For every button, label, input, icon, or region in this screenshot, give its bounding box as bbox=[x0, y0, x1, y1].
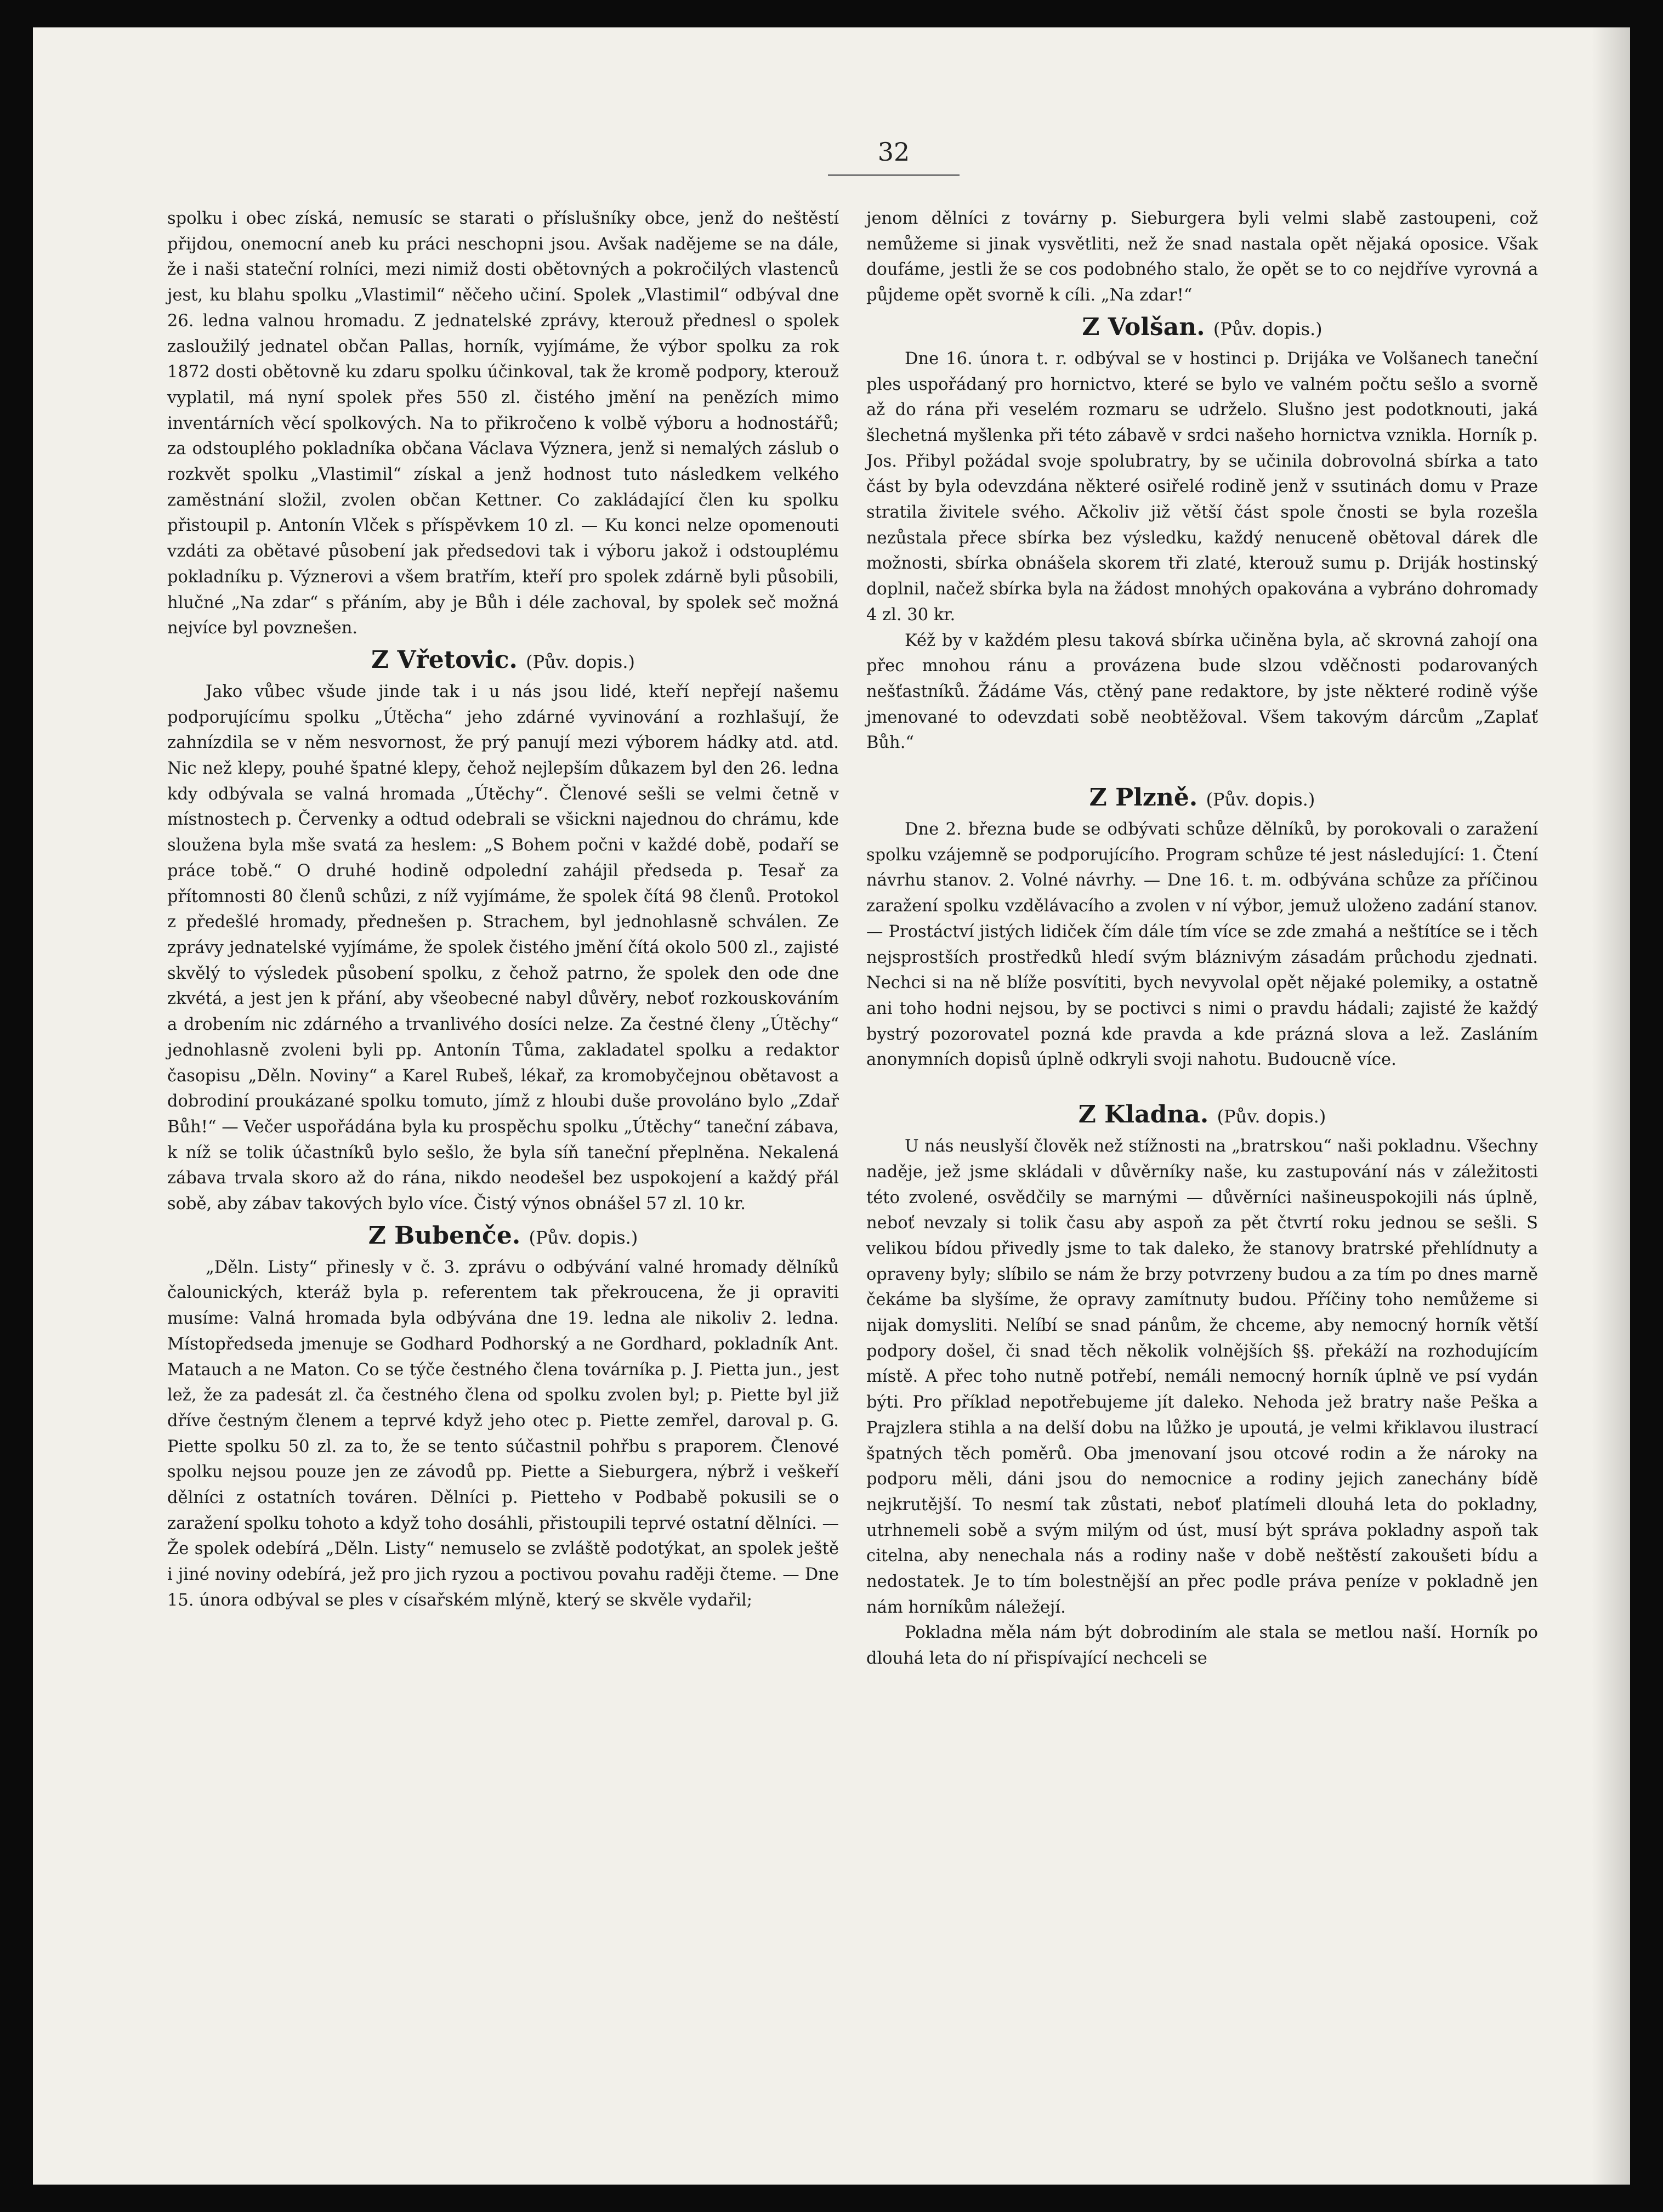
heading-place: Z Vřetovic. bbox=[371, 645, 518, 674]
heading-source: (Pův. dopis.) bbox=[529, 1227, 638, 1248]
heading-place: Z Volšan. bbox=[1082, 313, 1205, 341]
heading-source: (Pův. dopis.) bbox=[1213, 318, 1323, 339]
section-heading-vretovice bbox=[167, 645, 839, 677]
page-number: 32 bbox=[877, 137, 910, 167]
article-paragraph: U nás neuslyší člověk než stížnosti na „bratrskou“ naši pokladnu. Všechny naděje, jež jsme skládali v důvěrníky naše, ku zastupování nás v záležitosti této zvolené, osvědčily se marnými — důvěrníci našineuspokojili nás úplně, neboť nevzaly si tolik času aby aspoň za pět čtvrtí roku jednou se sešli. S velikou bídou přivedly jsme to tak daleko, že stanovy bratrské přehlídnuty a opraveny byly; slíbilo se nám že brzy potvrzeny budou a za tím po dnes marně čekáme ba slyšíme, že opravy zamítnuty budou. Příčiny toho nemůžeme si nijak domysliti. Nelíbí se snad pánům, že chceme, aby nemocný horník větší podpory došel, či snad těch několik volnějších §§. překáží na rozhodujícím místě. A přec toho nutně potřebí, nemáli nemocný horník úplně ve psí vydán býti. Pro příklad nepotřebujeme jít daleko. Nehoda jež bratry naše Peška a Prajzlera stihla a na delší dobu na lůžko je upoutá, je velmi křiklavou ilustrací špatných těch poměrů. Oba jmenovaní jsou otcové rodin a že nároky na podporu měli, dáni jsou do nemocnice a rodiny jejich zanechány bídě nejkrutější. To nesmí tak zůstati, neboť platímeli dlouhá leta do pokladny, utrhnemeli sobě a svým milým od úst, musí být správa pokladny aspoň tak citelna, aby nenechala nás a rodiny naše v době neštěstí zakoušeti bídu a nedostatek. Je to tím bolestnější an přec podle práva peníze v pokladně jen nám horníkům náležejí. bbox=[866, 1137, 1538, 1617]
heading-source: (Pův. dopis.) bbox=[1217, 1106, 1326, 1127]
section-heading-bubenec bbox=[167, 1221, 839, 1253]
article-paragraph: Dne 2. března bude se odbývati schůze dělníků, by porokovali o zaražení spolku vzájemně se podporujícího. Program schůze té jest následující: 1. Čtení návrhu stanov. 2. Volné návrhy. — Dne 16. t. m. odbývána schůze za příčinou zaražení spolku vzdělávacího a zvolen v ní výbor, jemuž uloženo zadání stanov. — Prostáctví jistých lidiček čím dále tím více se zde zmahá a neštítíce se i těch nejsprostších prostředků hledí svým bláznivým zásadám průchodu zjednati. Nechci si na ně blíže posvítiti, bych nevyvolal opět nějaké polemiky, a ostatně ani toho hodni nejsou, by se poctivci s nimi o pravdu hádali; zajisté že každý bystrý pozorovatel pozná kde pravda a kde prázná slova a lež. Zasláním anonymních dopisů úplně odkryli svoji nahotu. Budoucně více. bbox=[866, 820, 1538, 1070]
section-heading-volsan bbox=[866, 312, 1538, 344]
article-paragraph: jenom dělníci z továrny p. Sieburgera byli velmi slabě zastoupeni, což nemůžeme si jinak vysvětliti, než že snad nastala opět nějaká oposice. Však doufáme, jestli že se cos podobného stalo, že opět se to co nejdříve vyrovná a půjdeme opět svorně k cíli. „Na zdar!“ bbox=[866, 209, 1538, 305]
article-paragraph: spolku i obec získá, nemusíc se starati o příslušníky obce, jenž do neštěstí přijdou, onemocní aneb ku práci neschopni jsou. Avšak nadějeme se na dále, že i naši stateční rolníci, mezi nimiž dosti obětovných a pokročilých vlastenců jest, ku blahu spolku „Vlastimil“ něčeho učiní. Spolek „Vlastimil“ odbýval dne 26. ledna valnou hromadu. Z jednatelské zprávy, kterouž přednesl o spolek zasloužilý jednatel občan Pallas, horník, vyjímáme, že výbor spolku za rok 1872 dosti obětovně ku zdaru spolku účinkoval, tak že kromě podpory, kterouž vyplatil, má nyní spolek přes 550 zl. čistého jmění na penězích mimo inventárních věcí spolkových. Na to přikročeno k volbě výboru a hodnostářů; za odstouplého pokladníka občana Václava Význera, jenž si nemalých záslub o rozkvět spolku „Vlastimil“ získal a jenž hodnost tuto následkem velkého zaměstnání složil, zvolen občan Kettner. Co zakládající člen ku spolku přistoupil p. Antonín Vlček s příspěvkem 10 zl. — Ku konci nelze opomenouti vzdáti za obětavé působení jak předsedovi tak i výboru jakož i odstouplému pokladníku p. Význerovi a všem bratřím, kteří pro spolek zdárně byli působili, hlučné „Na zdar“ s přáním, aby je Bůh i déle zachoval, by spolek seč možná nejvíce byl povznešen. bbox=[167, 209, 839, 638]
header-rule bbox=[828, 174, 960, 176]
article-paragraph: Jako vůbec všude jinde tak i u nás jsou lidé, kteří nepřejí našemu podporujícímu spolku „Útěcha“ jeho zdárné vyvinování a rozhlašují, že zahnízdila se v něm nesvornost, že prý panují mezi výborem hádky atd. atd. Nic než klepy, pouhé špatné klepy, čehož nejlepším důkazem byl den 26. ledna kdy odbývala se valná hromada „Útěchy“. Členové sešli se velmi četně v místnostech p. Červenky a odtud odebrali se všickni najednou do chrámu, kde sloužena byla mše svatá za heslem: „S Bohem počni v každé době, podaří se práce tobě.“ O druhé hodině odpolední zahájil předseda p. Tesař za přítomnosti 80 členů schůzi, z níž vyjímáme, že spolek čítá 98 členů. Protokol z předešlé hromady, přednešen p. Strachem, byl jednohlasně schválen. Ze zprávy jednatelské vyjímáme, že spolek čistého jmění čítá okolo 500 zl., zajisté skvělý to výsledek působení spolku, z čehož patrno, že spolek den ode dne zkvétá, a jest jen k přání, aby všeobecné nabyl důvěry, neboť rozkouskováním a drobením nic zdárného a trvanlivého dosíci nelze. Za čestné členy „Útěchy“ jednohlasně zvoleni byli pp. Antonín Tůma, zakladatel spolku a redaktor časopisu „Děln. Noviny“ a Karel Rubeš, lékař, za kromobyčejnou obětavost a dobrodiní proukázané spolku tomuto, jímž z hloubi duše provoláno bylo „Zdař Bůh!“ — Večer uspořádána byla ku prospěchu spolku „Útěchy“ taneční zábava, k níž se tolik účastníků bylo sešlo, že byla síň taneční přeplněna. Nekalená zábava trvala skoro až do rána, nikdo neodešel bez uspokojení a každý přál sobě, aby zábav takových bylo více. Čistý výnos obnášel 57 zl. 10 kr. bbox=[167, 682, 839, 1214]
article-paragraph: „Děln. Listy“ přinesly v č. 3. zprávu o odbývání valné hromady dělníků čalounických, kteráž byla p. referentem tak překroucena, že ji opraviti musíme: Valná hromada byla odbývána dne 19. ledna ale nikoliv 2. ledna. Místopředseda jmenuje se Godhard Podhorský a ne Gordhard, pokladník Ant. Matauch a ne Maton. Co se týče čestného člena továrníka p. J. Pietta jun., jest lež, že za padesát zl. ča čestného člena od spolku zvolen byl; p. Piette byl již dříve čestným členem a teprvé když jeho otec p. Piette zemřel, daroval p. G. Piette spolku 50 zl. za to, že se tento súčastnil pohřbu s praporem. Členové spolku nejsou pouze jen ze závodů pp. Piette a Sieburgera, nýbrž i veškeří dělníci z ostatních továren. Dělníci p. Pietteho v Podbabě pokusili se o zaražení spolku tohoto a když toho dosáhli, přistoupili teprvé ostatní dělníci. — Že spolek odebírá „Děln. Listy“ nemuselo se zvláště podotýkat, an spolek ještě i jiné noviny odebírá, jež pro jich ryzou a poctivou povahu raději čteme. — Dne 15. února odbýval se ples v císařském mlýně, který se skvěle vydařil; bbox=[167, 1257, 839, 1610]
right-column bbox=[866, 206, 1538, 1672]
article-paragraph: Dne 16. února t. r. odbýval se v hostinci p. Drijáka ve Volšanech taneční ples uspořádaný pro hornictvo, které se bylo ve valném počtu sešlo a svorně až do rána při veselém rozmaru se udrželo. Slušno jest podotknouti, jaká šlechetná myšlenka při této zábavě v srdci našeho hornictva vznikla. Horník p. Jos. Přibyl požádal svoje spolubratry, by se učinila dobrovolná sbírka a tato část by byla odevzdána některé osiřelé rodině jenž v ssutinách domu v Praze stratila živitele svého. Ačkoliv již větší část spole čnosti se byla rozešla nezůstala přece sbírka bez výsledku, každý nenuceně obětoval dárek dle možnosti, sbírka obnášela skorem tři zlaté, kterouž sumu p. Driják hostinský doplnil, načež sbírka byla na žádost mnohých opakována a vybráno dohromady 4 zl. 30 kr. bbox=[866, 349, 1538, 625]
left-column bbox=[167, 206, 839, 1614]
article-paragraph: Pokladna měla nám být dobrodiním ale stala se metlou naší. Horník po dlouhá leta do ní přispívající nechceli se bbox=[866, 1623, 1538, 1669]
heading-place: Z Bubenče. bbox=[368, 1221, 521, 1250]
heading-place: Z Plzně. bbox=[1089, 784, 1198, 812]
heading-source: (Pův. dopis.) bbox=[526, 651, 635, 672]
newspaper-page bbox=[33, 27, 1630, 2185]
section-heading-kladno bbox=[866, 1099, 1538, 1132]
article-paragraph: Kéž by v každém plesu taková sbírka učiněna byla, ač skrovná zahojí ona přec mnohou ránu a provázena bude slzou vděčnosti podarovaných nešťastníků. Žádáme Vás, ctěný pane redaktore, by jste některé rodině výše jmenované to odevzdati sobě neobtěžoval. Všem takovým dárcům „Zaplať Bůh.“ bbox=[866, 631, 1538, 753]
heading-place: Z Kladna. bbox=[1078, 1101, 1209, 1129]
page-edge-shadow bbox=[1592, 27, 1630, 2185]
heading-source: (Pův. dopis.) bbox=[1206, 789, 1315, 810]
section-heading-plzen bbox=[866, 782, 1538, 815]
